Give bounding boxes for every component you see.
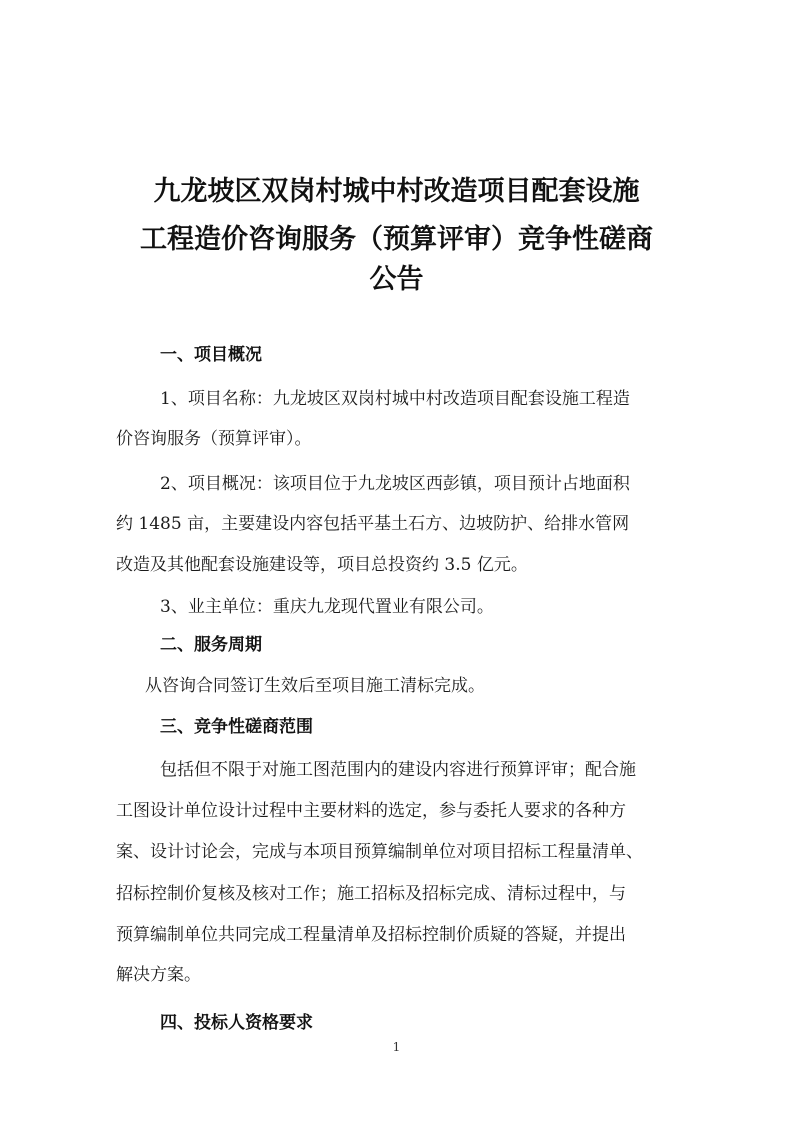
paragraph-line: 招标控制价复核及核对工作；施工招标及招标完成、清标过程中，与: [116, 884, 626, 904]
paragraph-line: 包括但不限于对施工图范围内的建设内容进行预算评审；配合施: [160, 760, 636, 780]
section-heading: 一、项目概况: [160, 345, 262, 365]
paragraph-line: 解决方案。: [116, 965, 201, 985]
section-heading: 二、服务周期: [160, 635, 262, 655]
paragraph-line: 工图设计单位设计过程中主要材料的选定，参与委托人要求的各种方: [116, 801, 626, 821]
paragraph-line: 1、项目名称：九龙坡区双岗村城中村改造项目配套设施工程造: [160, 389, 630, 409]
section-heading: 三、竞争性磋商范围: [160, 717, 313, 737]
paragraph-line: 价咨询服务（预算评审）。: [116, 429, 312, 449]
section-heading: 四、投标人资格要求: [160, 1013, 313, 1033]
paragraph-line: 从咨询合同签订生效后至项目施工清标完成。: [145, 676, 485, 696]
paragraph-line: 2、项目概况：该项目位于九龙坡区西彭镇，项目预计占地面积: [160, 474, 630, 494]
page-number: 1: [392, 1040, 401, 1054]
paragraph-line: 3、业主单位：重庆九龙现代置业有限公司。: [160, 597, 494, 617]
title-line-2: 工程造价咨询服务（预算评审）竞争性磋商: [140, 224, 653, 255]
paragraph-line: 案、设计讨论会，完成与本项目预算编制单位对项目招标工程量清单、: [116, 842, 643, 862]
title-line-1: 九龙坡区双岗村城中村改造项目配套设施: [153, 176, 640, 207]
paragraph-line: 约 1485 亩，主要建设内容包括平基土石方、边坡防护、给排水管网: [116, 514, 630, 534]
paragraph-line: 改造及其他配套设施建设等，项目总投资约 3.5 亿元。: [116, 555, 528, 575]
title-line-3: 公告: [369, 264, 424, 295]
paragraph-line: 预算编制单位共同完成工程量清单及招标控制价质疑的答疑，并提出: [116, 925, 626, 945]
